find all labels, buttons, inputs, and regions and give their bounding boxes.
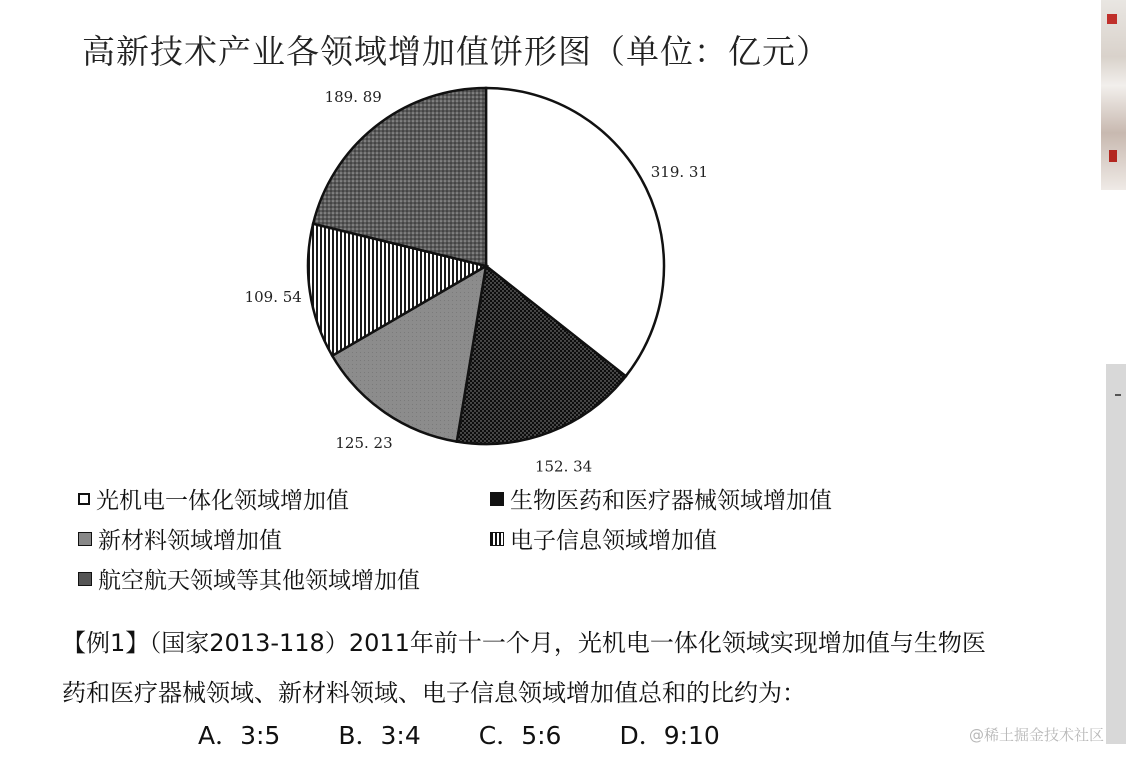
option-d[interactable]: D．9:10 [619, 721, 720, 750]
legend-swatch-black-dotted [490, 492, 504, 506]
legend-swatch-dark-dotted [78, 572, 92, 586]
legend-swatch-vertical-stripes [490, 532, 504, 546]
pie-value-label-3: 109. 54 [244, 287, 302, 306]
option-b[interactable]: B．3:4 [338, 721, 421, 750]
thumbnail-detail [1107, 14, 1117, 24]
legend-item-electronic-info [490, 522, 717, 555]
legend-label: 航空航天领域等其他领域增加值 [98, 568, 420, 594]
question-line-2: 药和医疗器械领域、新材料领域、电子信息领域增加值总和的比约为： [62, 679, 806, 707]
pie-slices [308, 88, 664, 444]
legend-label: 电子信息领域增加值 [510, 528, 717, 554]
legend-label: 光机电一体化领域增加值 [96, 488, 349, 514]
side-panel [1106, 364, 1126, 744]
legend-item-new-materials [78, 522, 282, 555]
thumbnail-detail [1109, 150, 1117, 162]
legend-item-aerospace-other [78, 562, 420, 595]
pie-value-label-4: 189. 89 [324, 87, 382, 106]
legend-item-optomechatronics [78, 482, 349, 515]
legend-item-biomedicine [490, 482, 832, 515]
watermark: @稀土掘金技术社区 [968, 726, 1104, 744]
option-c[interactable]: C．5:6 [478, 721, 562, 750]
option-a[interactable]: A．3:5 [198, 721, 281, 750]
legend-swatch-gray [78, 532, 92, 546]
pie-value-label-0: 319. 31 [650, 163, 709, 182]
side-panel-mark [1115, 394, 1121, 396]
pie-value-label-2: 125. 23 [335, 434, 393, 452]
question-line-1: 【例1】（国家2013-118）2011年前十一个月，光机电一体化领域实现增加值与生物医 [62, 629, 986, 657]
side-video-thumbnail [1101, 0, 1126, 190]
question-text [62, 618, 1126, 718]
legend-label: 新材料领域增加值 [98, 528, 282, 554]
legend-swatch-white [78, 493, 90, 505]
pie-value-label-1: 152. 34 [534, 457, 593, 476]
answer-options [198, 716, 778, 752]
legend-label: 生物医药和医疗器械领域增加值 [510, 488, 832, 514]
chart-title: 高新技术产业各领域增加值饼形图（单位：亿元） [82, 32, 830, 71]
